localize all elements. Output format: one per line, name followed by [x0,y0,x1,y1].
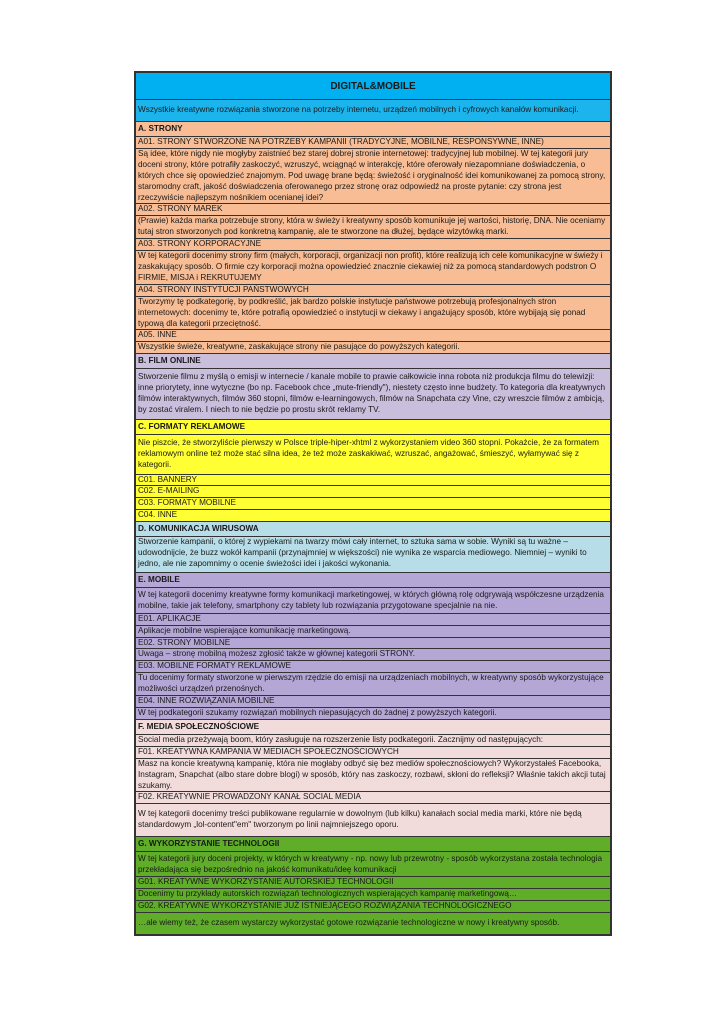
section-f-text: Social media przeżywają boom, który zasługuje na rozszerzenie listy podkategorii. Zacznijmy od następujących: [136,735,610,747]
c01-item: C01. BANNERY [136,475,610,487]
g01-text: Docenimy tu przykłady autorskich rozwiązań technologicznych wspierających kampanię marketingową… [136,889,610,901]
e02-title: E02. STRONY MOBILNE [136,638,610,650]
c03-item: C03. FORMATY MOBILNE [136,498,610,510]
f01-title: F01. KREATYWNA KAMPANIA W MEDIACH SPOŁECZNOŚCIOWYCH [136,747,610,759]
section-g-text: W tej kategorii jury doceni projekty, w których w kreatywny - np. nowy lub przewrotny - sposób wykorzystana została technologia przekładająca się bezpośrednio na jakość komunikatu/ideę komunikacji [136,852,610,877]
section-b-header: B. FILM ONLINE [136,354,610,369]
section-d-text: Stworzenie kampanii, o której z wypiekami na twarzy mówi cały internet, to sztuka sama w sobie. Wyniki są tu ważne – udowodnijcie, że buzz wokół kampanii (przynajmniej w większości) nie wynika ze wsparcia mediowego. Niemniej – wyniki to jedno, ale nie zapomnimy o ocenie świeżości idei i jakości wykonania. [136,537,610,573]
section-g-header: G. WYKORZYSTANIE TECHNOLOGII [136,837,610,852]
intro-text: Wszystkie kreatywne rozwiązania stworzone na potrzeby internetu, urządzeń mobilnych i cyfrowych kanałów komunikacji. [136,100,610,122]
c02-item: C02. E-MAILING [136,486,610,498]
g02-title: G02. KREATYWNE WYKORZYSTANIE JUŻ ISTNIEJĄCEGO ROZWIĄZANIA TECHNOLOGICZNEGO [136,901,610,913]
section-e-text: W tej kategorii docenimy kreatywne formy komunikacji marketingowej, w których główną rolę odgrywają współczesne urządzenia mobilne, takie jak telefony, smartphony czy tablety lub rozwiązania przygotowane specjalnie na nie. [136,588,610,614]
a01-text: Są idee, które nigdy nie mogłyby zaistnieć bez starej dobrej stronie internetowej: tradycyjnej lub mobilnej. W tej kategorii jury doceni strony, które potrafiły zaskoczyć, wzruszyć, wciągnąć w interakcję, które oferowały niezapomniane doświadczenia, o których chce się opowiedzieć znajomym. Pod uwagę brane będą: świeżość i oryginalność idei komunikowanej za pomocą strony, staromodny craft, jakość doświadczenia oferowanego przez stronę oraz odpowiedź na proste pytanie: czy strona jest rzeczywiście najlepszym nośnikiem ocenianej idei? [136,149,610,205]
section-a-header: A. STRONY [136,122,610,137]
e01-text: Aplikacje mobilne wspierające komunikację marketingową. [136,626,610,638]
a02-text: (Prawie) każda marka potrzebuje strony, która w świeży i kreatywny sposób komunikuje jej wartości, historię, DNA. Nie oceniamy tutaj stron stworzonych pod konkretną kampanię, ale te stworzone na dłużej, będące wizytówką marki. [136,216,610,239]
a02-title: A02. STRONY MAREK [136,204,610,216]
a01-title: A01. STRONY STWORZONE NA POTRZEBY KAMPANII (TRADYCYJNE, MOBILNE, RESPONSYWNE, INNE) [136,137,610,149]
section-d-header: D. KOMUNIKACJA WIRUSOWA [136,522,610,537]
e02-text: Uwaga – stronę mobilną możesz zgłosić także w głównej kategorii STRONY. [136,649,610,661]
f01-text: Masz na koncie kreatywną kampanię, która nie mogłaby odbyć się bez mediów społecznościowych? Wykorzystałeś Facebooka, Instagram, Snapchat (albo stare dobre blogi) w sposób, który nas zaskoczy, rozbawi, skłoni do refleksji? Właśnie takich akcji tutaj szukamy. [136,759,610,793]
g02-text: …ale wiemy też, że czasem wystarczy wykorzystać gotowe rozwiązanie technologiczne w nowy i kreatywny sposób. [136,913,610,934]
section-c-text: Nie piszcie, że stworzyliście pierwszy w Polsce triple-hiper-xhtml z wykorzystaniem video 360 stopni. Pokażcie, że za formatem reklamowym online też może stać silna idea, że też może zaskakiwać, wzruszać, angażować, śmieszyć, wyłamywać się z kategorii. [136,435,610,475]
a04-text: Tworzymy tę podkategorię, by podkreślić, jak bardzo polskie instytucje państwowe potrzebują profesjonalnych stron internetowych: docenimy te, które potrafią opowiedzieć o instytucji w ciekawy i angażujący sposób, które wybijają się ponad typową dla kategorii przeciętność. [136,297,610,331]
category-table [134,71,612,936]
c04-item: C04. INNE [136,510,610,522]
a04-title: A04. STRONY INSTYTUCJI PAŃSTWOWYCH [136,285,610,297]
section-f-header: F. MEDIA SPOŁECZNOŚCIOWE [136,720,610,735]
f02-text: W tej kategorii docenimy treści publikowane regularnie w dowolnym (lub kilku) kanałach social media marki, które nie będą standardowym „lol-content"em" tworzonym po linii najmniejszego oporu. [136,804,610,837]
section-e-header: E. MOBILE [136,573,610,588]
document-title: DIGITAL&MOBILE [136,73,610,100]
a05-text: Wszystkie świeże, kreatywne, zaskakujące strony nie pasujące do powyższych kategorii. [136,342,610,354]
e03-title: E03. MOBILNE FORMATY REKLAMOWE [136,661,610,673]
f02-title: F02. KREATYWNIE PROWADZONY KANAŁ SOCIAL MEDIA [136,792,610,804]
section-c-header: C. FORMATY REKLAMOWE [136,420,610,435]
e03-text: Tu docenimy formaty stworzone w pierwszym rzędzie do emisji na urządzeniach mobilnych, w kreatywny sposób wykorzystujące możliwości urządzeń przenośnych. [136,673,610,696]
g01-title: G01. KREATYWNE WYKORZYSTANIE AUTORSKIEJ TECHNOLOGII [136,877,610,889]
e04-text: W tej podkategorii szukamy rozwiązań mobilnych niepasujących do żadnej z powyższych kategorii. [136,708,610,720]
e01-title: E01. APLIKACJE [136,614,610,626]
a05-title: A05. INNE [136,330,610,342]
e04-title: E04. INNE ROZWIĄZANIA MOBILNE [136,696,610,708]
section-b-text: Stworzenie filmu z myślą o emisji w internecie / kanale mobile to prawie całkowicie inna robota niż produkcja filmu do telewizji: inne priorytety, inne wytyczne (bo np. Facebook chce „mute-friendly"), niestety często inne budżety. To kategoria dla kreatywnych filmów interaktywnych, filmów 360 stopni, filmów e-learningowych, filmów na Snapchata czy Vine, czy wreszcie filmów z ambicją, by zostać viralem. I niech to nie będzie po prostu skrót reklamy TV. [136,369,610,420]
a03-title: A03. STRONY KORPORACYJNE [136,239,610,251]
a03-text: W tej kategorii docenimy strony firm (małych, korporacji, organizacji non profit), które realizują ich cele komunikacyjne w świeży i zaskakujący sposób. O firmie czy korporacji można opowiedzieć znacznie ciekawiej niż za pomocą standardowych podstron O FIRMIE, MISJA i REKRUTUJEMY [136,251,610,285]
